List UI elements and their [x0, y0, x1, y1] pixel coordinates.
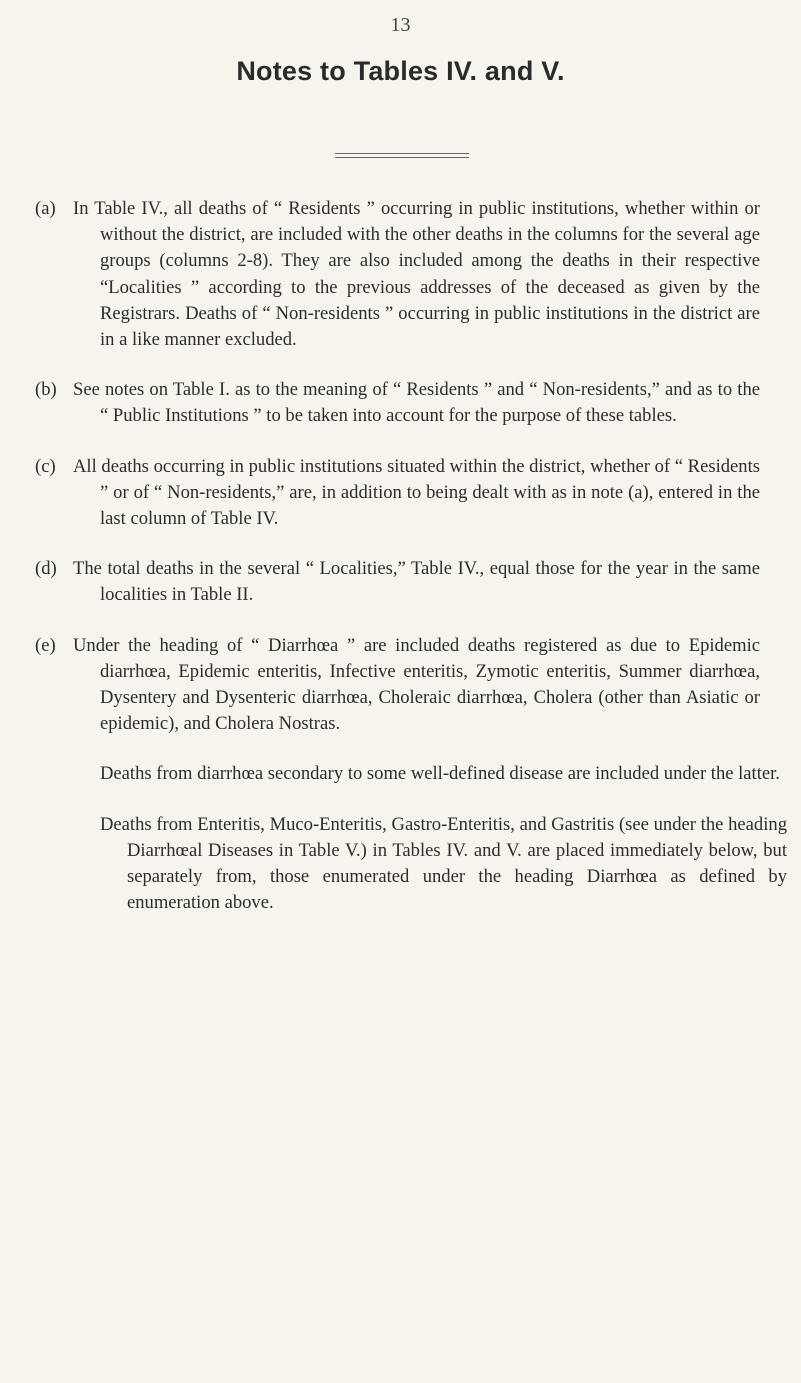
note-marker: (d) [35, 558, 57, 580]
note-text: All deaths occurring in public institutions situated within the district, whether of “ Residents ” or of “ Non-residents,” are, in addition to being dealt with as in note (a), entered in the last column of Table IV. [73, 455, 760, 530]
note-c [0, 454, 801, 533]
title-rule-bottom [335, 157, 469, 158]
notes-list [0, 196, 801, 940]
note-text: See notes on Table I. as to the meaning of “ Residents ” and “ Non-residents,” and as to the “ Public Institutions ” to be taken into account for the purpose of these tables. [73, 379, 760, 427]
note-marker: (a) [35, 198, 56, 219]
note-text: The total deaths in the several “ Localities,” Table IV., equal those for the year in the same localities in Table II. [73, 558, 760, 606]
note-text: Under the heading of “ Diarrhœa ” are included deaths registered as due to Epidemic diarrhœa, Epidemic enteritis, Infective enteritis, Zymotic enteritis, Summer diarrhœa, Dysentery and Dysenteric diarrhœa, Choleraic diarrhœa, Cholera (other than Asiatic or epidemic), and Cholera Nostras. [73, 634, 760, 735]
note-marker: (b) [35, 379, 57, 401]
note-e [0, 633, 801, 738]
page-number: 13 [390, 14, 411, 36]
title-rule-top [335, 153, 469, 154]
note-marker: (c) [35, 455, 56, 477]
note-marker: (e) [35, 634, 56, 656]
note-d [0, 556, 801, 608]
continuation-paragraph: Deaths from diarrhœa secondary to some well-defined disease are included under the latter. [100, 763, 780, 785]
continuation-paragraph: Deaths from Enteritis, Muco-Enteritis, Gastro-Enteritis, and Gastritis (see under the heading Diarrhœal Diseases in Table V.) in Tables IV. and V. are placed immediately below, but separately from, those enumerated under the heading Diarrhœa as defined by enumeration above. [100, 813, 787, 914]
note-b [0, 377, 801, 429]
note-text: In Table IV., all deaths of “ Residents ” occurring in public institutions, whether within or without the district, are included with the other deaths in the columns for the several age groups (columns 2-8). They are also included among the deaths in their respective “Localities ” according to the previous addresses of the deceased as given by the Registrars. Deaths of “ Non-residents ” occurring in public institutions in the district are in a like manner excluded. [73, 198, 760, 351]
page-title: Notes to Tables IV. and V. [236, 56, 565, 86]
note-a [0, 196, 801, 353]
